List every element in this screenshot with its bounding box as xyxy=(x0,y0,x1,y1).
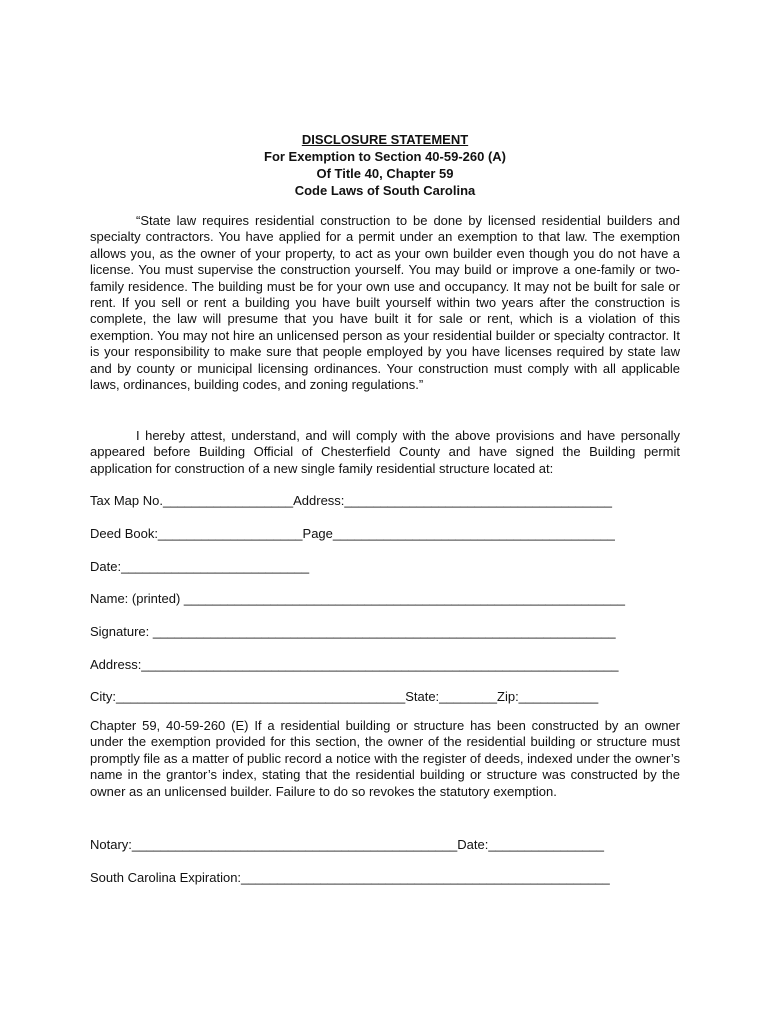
sc-expiration-field[interactable]: South Carolina Expiration:___________________________________________________ xyxy=(90,870,610,885)
chapter-59-paragraph: Chapter 59, 40-59-260 (E) If a residential building or structure has been constructed by an owner under the exemption provided for this section, the owner of the residential building or structure must promptly file as a matter of public record a notice with the register of deeds, indexed under the owner’s name in the grantor’s index, stating that the residential building or structure was constructed by the owner as an unlicensed builder. Failure to do so revokes the statutory exemption. xyxy=(90,718,680,799)
document-header xyxy=(0,131,770,199)
address-field[interactable]: Address:__________________________________________________________________ xyxy=(90,657,619,672)
state-law-quote-paragraph xyxy=(90,213,680,393)
subtitle-exemption: For Exemption to Section 40-59-260 (A) xyxy=(264,149,506,164)
attestation-paragraph xyxy=(90,428,680,477)
deed-book-page-field[interactable]: Deed Book:____________________Page_______________________________________ xyxy=(90,526,615,541)
subtitle-title-chapter: Of Title 40, Chapter 59 xyxy=(316,166,454,181)
subtitle-code-laws: Code Laws of South Carolina xyxy=(294,183,476,198)
name-printed-field[interactable]: Name: (printed) _____________________________________________________________ xyxy=(90,591,625,606)
city-state-zip-field[interactable]: City:________________________________________State:________Zip:___________ xyxy=(90,689,599,704)
date-field[interactable]: Date:__________________________ xyxy=(90,559,310,574)
document-title: DISCLOSURE STATEMENT xyxy=(301,132,469,147)
state-law-quote-text: “State law requires residential construction to be done by licensed residential builders and specialty contractors. You have applied for a permit under an exemption to that law. The exemption allows you, as the owner of your property, to act as your own builder even though you do not have a license. You must supervise the construction yourself. You may build or improve a one-family or two-family residence. The building must be for your own use and occupancy. It may not be built for sale or rent. If you sell or rent a building you have built yourself within two years after the construction is complete, the law will presume that you have built it for sale or rent, which is a violation of this exemption. You may not hire an unlicensed person as your residential builder or specialty contractor. It is your responsibility to make sure that people employed by you have licenses required by state law and by county or municipal licensing ordinances. Your construction must comply with all applicable laws, ordinances, building codes, and zoning regulations.” xyxy=(90,213,680,393)
notary-date-field[interactable]: Notary:_____________________________________________Date:________________ xyxy=(90,837,605,852)
tax-map-address-field[interactable]: Tax Map No.__________________Address:_____________________________________ xyxy=(90,493,612,508)
attestation-text: I hereby attest, understand, and will comply with the above provisions and have personally appeared before Building Official of Chesterfield County and have signed the Building permit application for construction of a new single family residential structure located at: xyxy=(90,428,680,476)
signature-field[interactable]: Signature: ________________________________________________________________ xyxy=(90,624,616,639)
